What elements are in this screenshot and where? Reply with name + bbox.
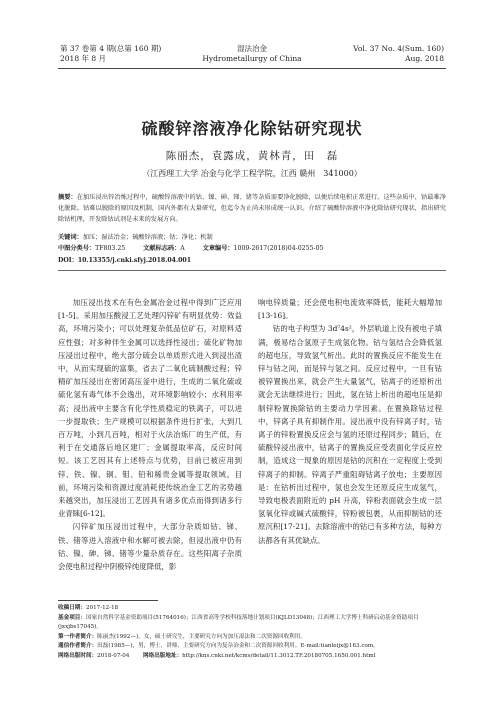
header-divider (58, 68, 446, 69)
doc-code-label: 文献标志码： (143, 245, 181, 252)
received-label: 收稿日期： (58, 605, 86, 611)
doc-code-value: A (180, 245, 185, 252)
issue-volume: 第 37 卷第 4 期(总第 160 期) (60, 44, 162, 53)
body-paragraph: 闪锌矿加压浸出过程中，大部分杂质如钴、锑、铁、锗等进入溶液中和水解可被去除，但浸出液中仍有钴、镍、砷、锑、锗等少量杂质存在。这些阳离子杂质会使电积过程中阴极锌纯度降低，影 (58, 522, 242, 572)
journal-name-en: Hydrometallurgy of China (202, 54, 302, 63)
first-author-info (58, 633, 446, 643)
online-date-value: 2018-07-04 (97, 652, 130, 659)
doi (58, 255, 191, 264)
footnote-divider (58, 600, 158, 601)
section-divider (58, 270, 446, 271)
issue-volume-en: Vol. 37 No. 4(Sum. 160) (353, 44, 444, 53)
affiliation: （江西理工大学 冶金与化学工程学院，江西 赣州 341000） (142, 169, 362, 178)
clc-value: TF803.25 (95, 245, 126, 252)
classification-line (58, 244, 446, 254)
online-url-value[interactable]: http://kns.cnki.net/kcms/detail/11.3012.TF.20180705.1650.001.html (182, 652, 376, 659)
paper-title: 硫酸锌溶液净化除钴研究现状 (141, 119, 363, 138)
clc-label: 中图分类号： (58, 245, 96, 252)
corresponding-value: 田磊(1985—)，男，博士，讲师，主要研究方向为复杂冶金和二次资源回收利用。E-mail:tianleijx@163.com。 (97, 643, 379, 650)
received-date (58, 604, 446, 614)
online-date-label: 网络出版时间： (58, 652, 98, 659)
doi-value: 10.13355/j.cnki.sfyj.2018.04.001 (77, 257, 192, 264)
issue-date: 2018 年 8 月 (60, 54, 107, 63)
fund-value: 国家自然科学基金资助项目(51764016)；江西省高等学校科技落地计划项目(KJLD13048)；江西理工大学博士科研启动基金资助项目(jxxjbs17045)。 (58, 614, 419, 631)
journal-issue-info-en (353, 44, 444, 64)
fund-info (58, 614, 446, 633)
online-url-label: 网络出版地址： (143, 652, 183, 659)
online-publication-info (58, 652, 446, 662)
abstract-label: 摘要： (58, 194, 77, 201)
issue-date-en: Aug. 2018 (405, 54, 444, 63)
journal-name-cn: 湿法冶金 (237, 44, 267, 53)
body-paragraph: 响电锌质量；还会使电积电流效率降低，能耗大幅增加[13-16]。 (258, 298, 442, 321)
first-author-label: 第一作者简介： (58, 633, 98, 640)
keywords-text: 加压；湿法冶金；硫酸锌溶液；钴；净化；机制 (82, 234, 213, 241)
keywords (58, 233, 446, 243)
body-column-right (258, 296, 442, 547)
body-paragraph: 加压浸出技术在有色金属冶金过程中得到广泛应用[1-5]。采用加压酸浸工艺处理闪锌矿有明显优势：效益高，环境污染小；可以处理复杂低品位矿石，对原料适应性强；对多种伴生金属可以选择性浸出；硫化矿物加压浸出过程中，绝大部分硫会以单质形式进入到浸出渣中，从而实现硫的富集，省去了二氧化硫制酸过程；锌精矿加压浸出在密闭高压釜中进行，生成的二氧化硫或硫化氢有毒气体不会逸出，对环境影响较小；水利用率高；浸出液中主要含有化学性质稳定的铁离子，可以进一步提取铁；生产规模可以根据条件进行扩张，大到几百万吨，小到几百吨，相对于火法冶炼厂的生产低，有利于在交通落后地区建厂；金属提取率高，反应时间短。该工艺因其有上述特点与优势，目前已被应用到锌、铁、镍、铜、钼、铅和稀贵金属等提取领域。目前，环境污染和资源过度消耗使传统冶金工艺的劣势越来越突出，加压浸出工艺因具有诸多优点而得到诸多行业青睐[6-12]。 (58, 298, 242, 519)
corresponding-label: 通信作者简介： (58, 643, 98, 650)
received-value: 2017-12-18 (85, 605, 119, 611)
abstract-text: 在加压浸出锌冶炼过程中，硫酸锌溶液中的钴、镍、砷、锑、锗等杂质需要净化脱除，以便后续电积正常进行。这些杂质中，钴最难净化脱除。钴难以脱除的原因及机制，国内外都有大量研究，但迄今为止尚未形成统一认识。介绍了硫酸锌溶液中净化除钴研究现状，指出研究除钴机理，开发除钴试剂是未来的发展方向。 (58, 194, 446, 223)
first-author-value: 陈丽杰(1992—)，女，硕士研究生，主要研究方向为加压湿法和二次资源回收利用。 (97, 633, 306, 640)
body-column-left (58, 296, 242, 573)
keywords-label: 关键词： (58, 234, 83, 241)
corresponding-author-info (58, 642, 446, 652)
fund-label: 基金项目： (58, 614, 86, 621)
doi-label: DOI： (58, 257, 78, 264)
footnotes (58, 604, 446, 662)
body-paragraph: 钴的电子构型为 3d⁷4s²，外层轨道上没有被电子填满，极易结合氢原子生成氢化物。钴与氢结合会降低氢的超电压，导致氢气析出。此时的置换反应不能发生在锌与钴之间，而是锌与氢之间。反应过程中，一旦有钴被锌置换出来，就会产生大量氢气，钴离子的还原析出就会无法继续进行；因此，氢在钴上析出的超电压是抑制锌粉置换除钴的主要动力学因素。在置换除钴过程中，锌离子具有抑制作用。浸出液中没有锌离子时，钴离子的锌粉置换反应会与氢的还原过程同步；随后，在硫酸锌浸出液中，钴离子的置换反应受表面化学反应控制，造成这一现象的原因是钴的沉积在一定程度上受到锌离子的抑制。锌离子严重阻碍钴离子放电；主要原因是：在钴析出过程中，氢也会发生还原反应生成氢气，导致电极表面附近的 pH 升高，锌粉表面就会生成一层氢氧化锌或碱式硫酸锌，锌粉被包裹，从而抑制钴的还原沉积[17-21]。去除溶液中的钴已有多种方法，每种方法都各有其优缺点。 (258, 324, 442, 545)
article-number-value: 1009-2617(2018)04-0255-05 (233, 245, 324, 252)
abstract (58, 192, 446, 225)
article-number-label: 文章编号： (202, 245, 234, 252)
author-list: 陈丽杰，袁露成，黄林青，田 磊 (165, 150, 339, 162)
